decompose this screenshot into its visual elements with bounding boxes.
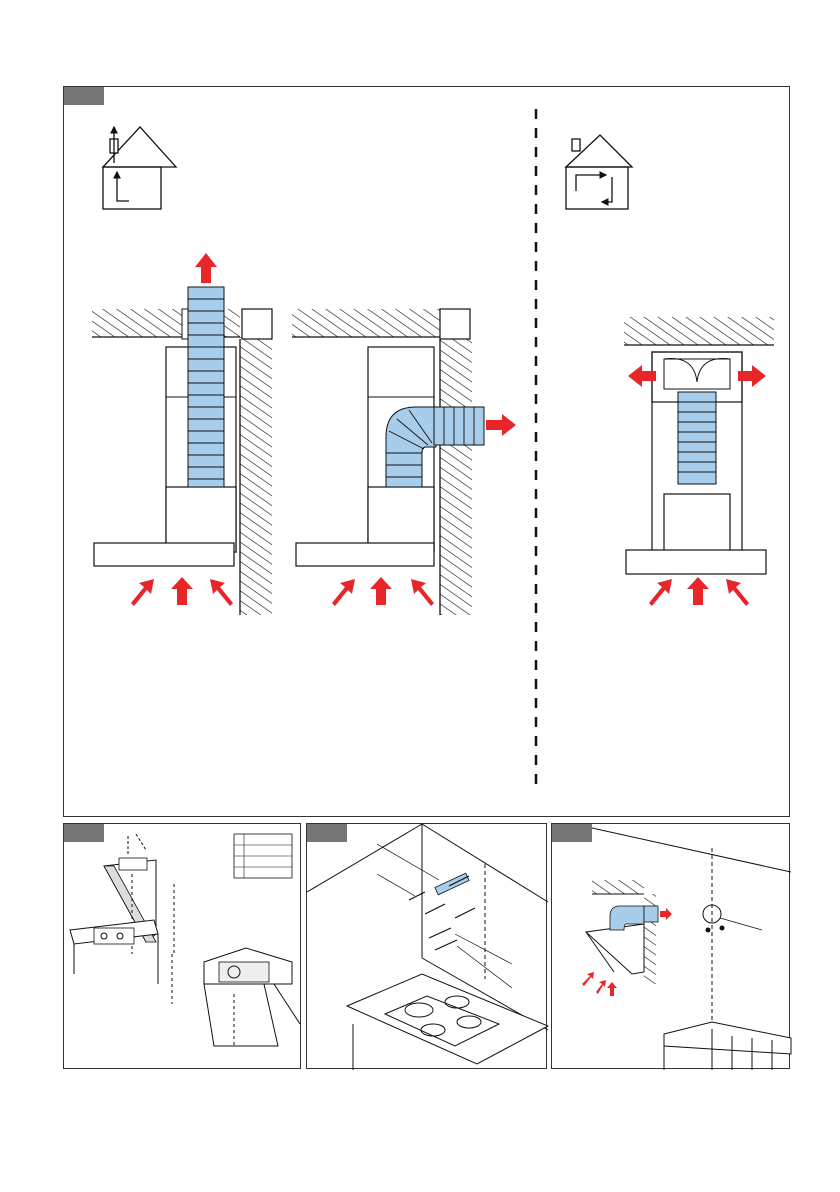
hood-recirculation xyxy=(624,317,774,606)
intake-arrow-left xyxy=(649,579,672,606)
intake-arrow-left xyxy=(131,579,154,606)
step-panel-wall-bracket-fixing xyxy=(306,823,547,1069)
intake-arrow-center xyxy=(687,577,709,605)
main-illustration-panel xyxy=(63,86,790,817)
intake-arrow-right xyxy=(411,579,434,606)
intake-arrow-left xyxy=(332,579,355,606)
step-panel-duct-connection xyxy=(551,823,790,1069)
exhaust-options-diagram xyxy=(64,87,791,818)
house-chimney-outlet-icon xyxy=(103,127,176,209)
step-panel-hood-placement xyxy=(63,823,301,1069)
house-recirculation-icon xyxy=(566,135,632,209)
hood-placement-illustration xyxy=(64,824,302,1070)
intake-arrow-right xyxy=(726,579,749,606)
hood-vertical-duct xyxy=(92,253,272,615)
duct-connection-illustration xyxy=(552,824,791,1070)
intake-arrow-right xyxy=(210,579,233,606)
hood-elbow-duct xyxy=(292,309,516,615)
exhaust-up-arrow xyxy=(195,253,217,283)
intake-arrow-center xyxy=(171,577,193,605)
wall-bracket-illustration xyxy=(307,824,548,1070)
intake-arrow-center xyxy=(370,577,392,605)
exhaust-right-arrow xyxy=(486,414,516,436)
